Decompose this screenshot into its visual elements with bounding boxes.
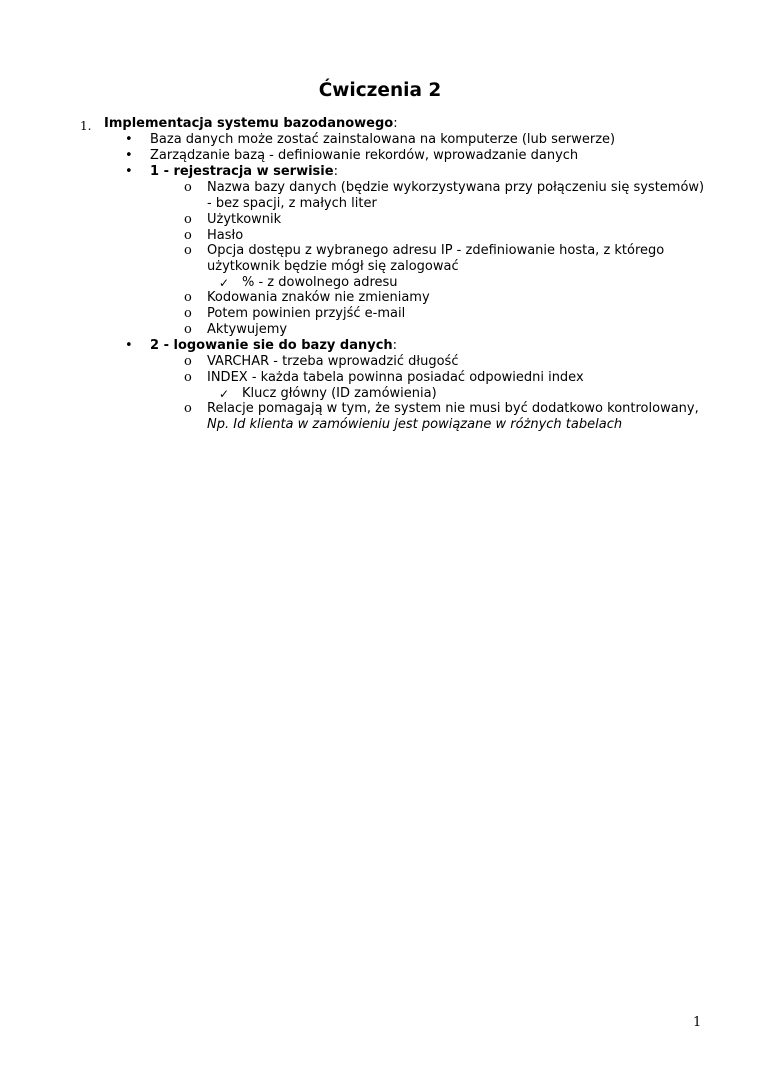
list-number: 1. <box>80 119 92 133</box>
bullet-text: Baza danych może zostać zainstalowana na komputerze (lub serwerze) <box>150 132 616 147</box>
page-number: 1 <box>693 1015 702 1030</box>
bullet-icon: • <box>125 148 133 163</box>
page-title: Ćwiczenia 2 <box>318 80 442 101</box>
item1-heading: Implementacja systemu bazodanowego <box>104 116 394 131</box>
sub-item-text: Aktywujemy <box>207 322 288 337</box>
bullet-icon: • <box>125 164 133 179</box>
sub-item-text: Opcja dostępu z wybranego adresu IP - zdefiniowanie hosta, z którego <box>207 243 665 258</box>
check-item-text: % - z dowolnego adresu <box>242 275 398 290</box>
sub-item-text-continued: użytkownik będzie mógł się zalogować <box>207 259 459 274</box>
section1-heading-suffix: : <box>333 164 338 179</box>
sub-bullet-icon: o <box>184 243 192 258</box>
sub-item-text-continued-italic <box>207 417 622 433</box>
checkmark-icon: ✓ <box>219 276 230 290</box>
sub-bullet-icon: o <box>184 401 192 416</box>
section2-heading-line <box>150 338 397 354</box>
sub-bullet-icon: o <box>184 354 192 369</box>
section1-heading: 1 - rejestracja w serwisie <box>150 164 334 179</box>
sub-bullet-icon: o <box>184 228 192 243</box>
section1-heading-line <box>150 164 338 180</box>
check-item-text: Klucz główny (ID zamówienia) <box>242 386 437 401</box>
sub-bullet-icon: o <box>184 322 192 337</box>
sub-item-text: Relacje pomagają w tym, że system nie musi być dodatkowo kontrolowany, <box>207 401 699 416</box>
sub-item-text: Użytkownik <box>207 212 282 227</box>
item1-heading-suffix: : <box>393 116 398 131</box>
sub-item-text: Hasło <box>207 228 244 243</box>
bullet-text: Zarządzanie bazą - definiowanie rekordów, wprowadzanie danych <box>150 148 579 163</box>
sub-bullet-icon: o <box>184 180 192 195</box>
bullet-icon: • <box>125 132 133 147</box>
sub-item-text: INDEX - każda tabela powinna posiadać odpowiedni index <box>207 370 584 385</box>
item1-heading-line <box>104 116 398 132</box>
sub-bullet-icon: o <box>184 370 192 385</box>
sub-item-text: Kodowania znaków nie zmieniamy <box>207 290 430 305</box>
sub-item-text: Potem powinien przyjść e-mail <box>207 306 406 321</box>
sub-bullet-icon: o <box>184 212 192 227</box>
sub-item-text-continued: - bez spacji, z małych liter <box>207 196 377 211</box>
bullet-icon: • <box>125 338 133 353</box>
italic-example-text: Np. Id klienta w zamówieniu jest powiązane w różnych tabelach <box>207 417 623 432</box>
section2-heading-suffix: : <box>392 338 398 353</box>
sub-bullet-icon: o <box>184 290 192 305</box>
sub-item-text: VARCHAR - trzeba wprowadzić długość <box>207 354 459 369</box>
checkmark-icon: ✓ <box>219 387 230 401</box>
section2-heading: 2 - logowanie sie do bazy danych <box>150 338 393 353</box>
sub-item-text: Nazwa bazy danych (będzie wykorzystywana przy połączeniu się systemów) <box>207 180 705 195</box>
sub-bullet-icon: o <box>184 306 192 321</box>
